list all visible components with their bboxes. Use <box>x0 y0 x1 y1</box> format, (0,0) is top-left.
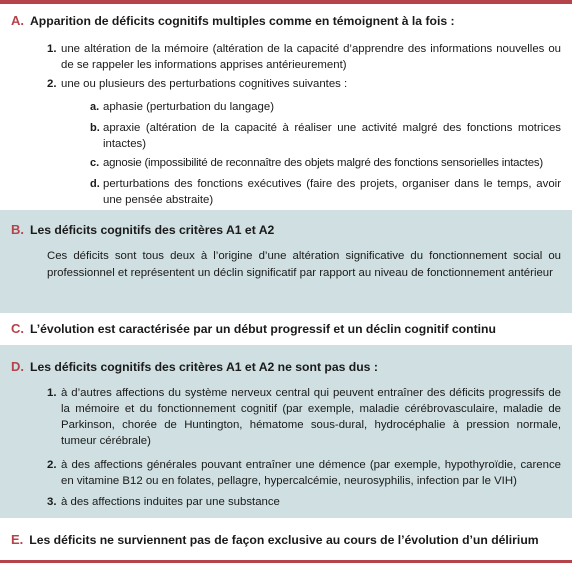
criterion-title: L’évolution est caractérisée par un début progressif et un déclin cognitif continu <box>30 322 496 336</box>
subitem-letter: c. <box>90 157 100 169</box>
item-number: 2. <box>47 78 57 90</box>
criterion-d-heading <box>11 359 378 375</box>
criterion-e-heading <box>11 532 539 548</box>
criterion-a <box>0 4 572 210</box>
criterion-title: Les déficits ne surviennent pas de façon exclusive au cours de l’évolution d’un délirium <box>29 533 539 547</box>
item-text: à d’autres affections du système nerveux central qui peuvent entraîner des déficits progressifs de la mémoire et du fonctionnement cognitif (par exemple, maladie cérébrovasculaire, maladie de Parkinson, chorée de Huntington, hématome sous-dural, hydrocéphalie à pression normale, tumeur cérébrale) <box>61 387 561 447</box>
item-number: 1. <box>47 387 57 399</box>
criterion-letter: D. <box>11 359 24 374</box>
subitem-text: agnosie (impossibilité de reconnaître des objets malgré des fonctions sensorielles intactes) <box>103 157 543 169</box>
item-text: une altération de la mémoire (altération de la capacité d’apprendre des informations nouvelles ou de se rappeler les informations apprises antérieurement) <box>61 43 561 71</box>
item-number: 1. <box>47 43 57 55</box>
criterion-c <box>0 313 572 345</box>
criterion-letter: E. <box>11 532 24 547</box>
subitem-text: aphasie (perturbation du langage) <box>103 101 274 113</box>
criterion-b-heading <box>11 222 274 238</box>
criterion-b <box>0 210 572 313</box>
criterion-letter: C. <box>11 321 24 336</box>
criterion-title: Apparition de déficits cognitifs multiples comme en témoignent à la fois : <box>30 14 455 28</box>
subitem-letter: b. <box>90 122 100 134</box>
criterion-d <box>0 345 572 518</box>
criterion-title: Les déficits cognitifs des critères A1 et A2 ne sont pas dus : <box>30 360 378 374</box>
item-text: à des affections induites par une substance <box>61 496 280 508</box>
criterion-c-heading <box>11 321 496 337</box>
item-number: 2. <box>47 459 57 471</box>
subitem-letter: d. <box>90 178 100 190</box>
criterion-title: Les déficits cognitifs des critères A1 et A2 <box>30 223 275 237</box>
criterion-e <box>0 518 572 560</box>
criterion-b-text: Ces déficits sont tous deux à l’origine d’une altération significative du fonctionnement social ou professionnel et représentent un déclin significatif par rapport au niveau de fonctionnement antérieur <box>47 250 561 279</box>
item-number: 3. <box>47 496 57 508</box>
item-text: une ou plusieurs des perturbations cognitives suivantes : <box>61 78 348 90</box>
criterion-letter: A. <box>11 13 24 28</box>
subitem-text: apraxie (altération de la capacité à réaliser une activité malgré des fonctions motrices intactes) <box>103 122 561 150</box>
subitem-text: perturbations des fonctions exécutives (faire des projets, organiser dans le temps, avoir une pensée abstraite) <box>103 178 561 206</box>
subitem-letter: a. <box>90 101 100 113</box>
criterion-letter: B. <box>11 222 24 237</box>
criterion-a-heading <box>11 13 455 29</box>
item-text: à des affections générales pouvant entraîner une démence (par exemple, hypothyroïdie, carence en vitamine B12 ou en folates, pellagre, hypercalcémie, neurosyphilis, infection par le VIH) <box>61 459 561 487</box>
